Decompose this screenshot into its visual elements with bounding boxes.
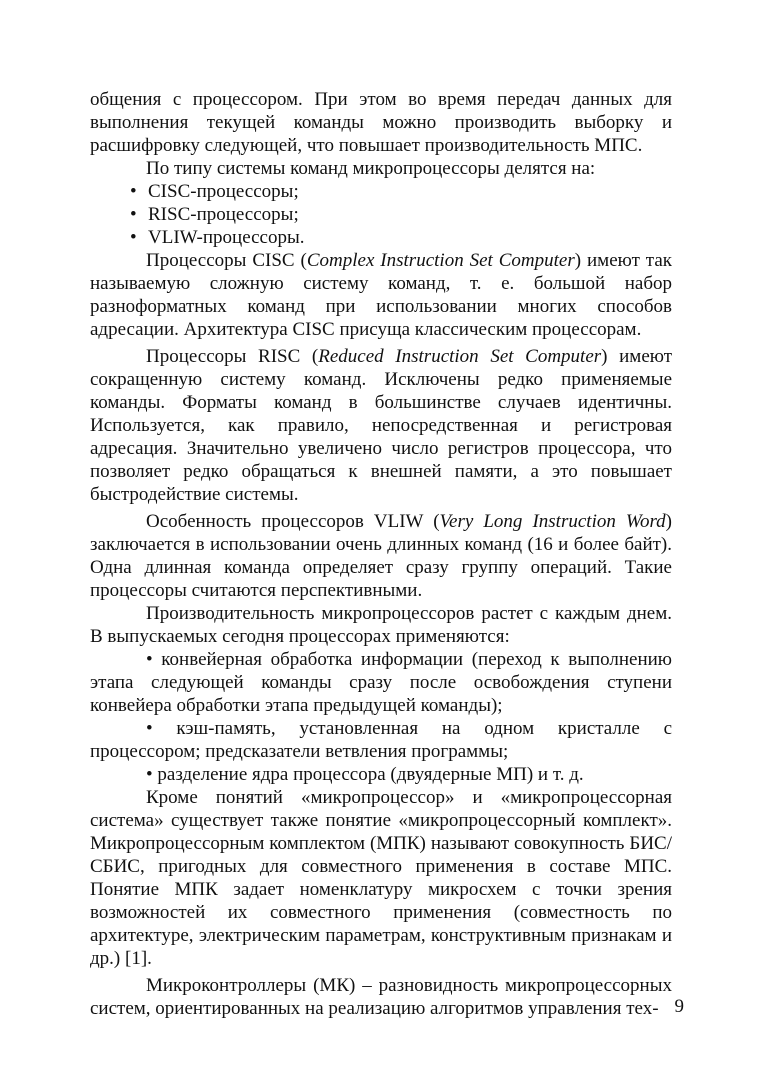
paragraph-continuation: общения с процессором. При этом во время передач данных для выполнения текущей команды можно производить выборку и расшифровку следующей, что повышает производительность МПС. [90,89,672,156]
feature-item: • конвейерная обработка информации (переход к выполнению этапа следующей команды сразу после освобождения ступени конвейера обработки этапа предыдущей команды); [90,649,672,716]
body-text [90,88,672,1020]
feature-item: • кэш-память, установленная на одном кристалле с процессором; предсказатели ветвления программы; [90,718,672,762]
list-item: • VLIW-процессоры. [130,226,672,249]
cisc-term: Complex Instruction Set Computer [306,250,575,271]
paragraph-cisc: Процессоры CISC (Complex Instruction Set Computer) имеют так называемую сложную систему команд, т. е. большой набор разноформатных команд при использовании многих способов адресации. Архитектура CISC присуща классическим процессорам. [90,250,672,340]
page-number: 9 [674,996,684,1017]
processor-types-list [90,180,672,249]
list-item: • RISC-процессоры; [130,203,672,226]
paragraph-risc: Процессоры RISC (Reduced Instruction Set Computer) имеют сокращенную систему команд. Исключены редко применяемые команды. Форматы команд в большинстве случаев идентичны. Используется, как правило, непосредственная и регистровая адресация. Значительно увеличено число регистров процессора, что позволяет редко обращаться к внешней памяти, а это повышает быстродействие системы. [90,346,673,505]
feature-item: • разделение ядра процессора (двуядерные МП) и т. д. [146,764,584,785]
list-item: • CISC-процессоры; [130,180,672,203]
paragraph-types-intro: По типу системы команд микропроцессоры делятся на: [146,158,596,179]
paragraph-vliw: Особенность процессоров VLIW (Very Long Instruction Word) заключается в использовании очень длинных команд (16 и более байт). Одна длинная команда определяет сразу группу операций. Такие процессоры считаются перспективными. [90,511,672,601]
paragraph-performance: Производительность микропроцессоров растет с каждым днем. В выпускаемых сегодня процессорах применяются: [90,603,672,647]
risc-term: Reduced Instruction Set Computer [318,346,602,367]
paragraph-mpk: Кроме понятий «микропроцессор» и «микропроцессорная система» существует также понятие «микропроцессорный комплект». Микропроцессорным комплектом (МПК) называют совокупность БИС/СБИС, пригодных для совместного применения в составе МПС. Понятие МПК задает номенклатуру микросхем с точки зрения возможностей их совместного применения (совместность по архитектуре, электрическим параметрам, конструктивным признакам и др.) [1]. [90,787,672,969]
paragraph-mk: Микроконтроллеры (МК) – разновидность микропроцессорных систем, ориентированных на реализацию алгоритмов управления тех- [90,975,672,1019]
vliw-term: Very Long Instruction Word [439,511,666,532]
